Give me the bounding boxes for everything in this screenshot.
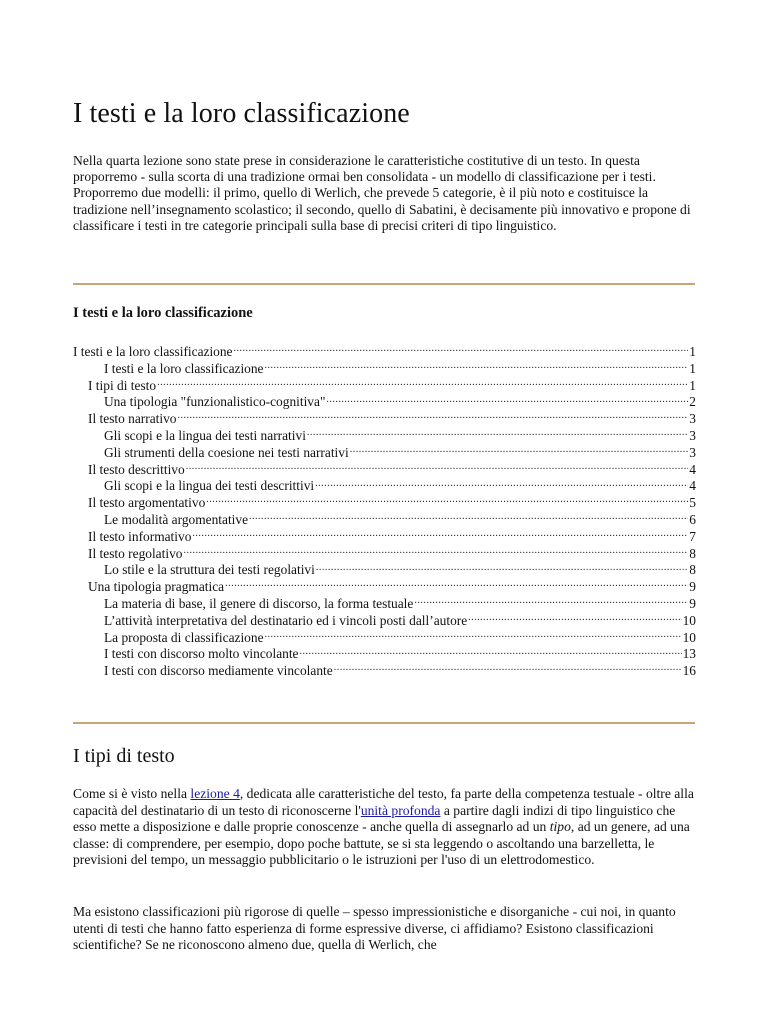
- toc-page-number: 3: [689, 427, 696, 443]
- toc-entry[interactable]: [73, 628, 696, 645]
- toc-dot-leader: [316, 560, 688, 574]
- body-paragraph: [73, 786, 696, 869]
- toc-page-number: 4: [689, 478, 696, 494]
- toc-dot-leader: [192, 527, 688, 541]
- toc-entry[interactable]: [73, 409, 696, 426]
- toc-entry-title: Gli scopi e la lingua dei testi narrativi: [104, 427, 306, 443]
- toc-heading: I testi e la loro classificazione: [73, 305, 253, 321]
- toc-dot-leader: [350, 443, 689, 457]
- paragraph-text: , ad un genere, ad una classe: di comprendere, per esempio, dopo poche battute, se si sta leggendo o ascoltando una barzelletta, le previsioni del tempo, un messaggio pubblicitario o le istruzioni per l'uso di un elettrodomestico.: [73, 819, 690, 868]
- toc-page-number: 1: [689, 377, 696, 393]
- toc-entry[interactable]: [73, 577, 696, 594]
- toc-page-number: 8: [689, 545, 696, 561]
- toc-entry[interactable]: [73, 392, 696, 409]
- toc-entry-title: Il testo narrativo: [88, 411, 177, 427]
- toc-entry-title: L’attività interpretativa del destinatario ed i vincoli posti dall’autore: [104, 612, 468, 628]
- body-paragraph: Ma esistono classificazioni più rigorose di quelle – spesso impressionistiche e disorganiche - cui noi, in quanto utenti di testi che hanno fatto esperienza di forme espressive diverse, ci affidiamo? Esistono classificazioni scientifiche? Se ne riconoscono almeno due, quella di Werlich, che: [73, 904, 676, 953]
- lezione-4-link[interactable]: lezione 4: [190, 786, 240, 801]
- toc-page-number: 1: [689, 360, 696, 376]
- toc-dot-leader: [307, 426, 688, 440]
- toc-dot-leader: [334, 661, 682, 675]
- toc-entry-title: I testi con discorso mediamente vincolante: [104, 663, 333, 679]
- section-divider: [73, 283, 695, 285]
- toc-page-number: 16: [682, 663, 696, 679]
- toc-entry[interactable]: [73, 493, 696, 510]
- toc-page-number: 1: [689, 344, 696, 359]
- toc-dot-leader: [249, 510, 688, 524]
- toc-dot-leader: [265, 628, 682, 642]
- toc-page-number: 8: [689, 562, 696, 578]
- intro-paragraph: Nella quarta lezione sono state prese in considerazione le caratteristiche costitutive di un testo. In questa proporremo - sulla scorta di una tradizione ormai ben consolidata - un modello di classificazione per i testi. Proporremo due modelli: il primo, quello di Werlich, che prevede 5 categorie, è il più noto e costituisce la tradizione nell’insegnamento scolastico; il secondo, quello di Sabatini, è decisamente più innovativo e propone di classificare i testi in tre categorie principali sulla base di precisi criteri di tipo linguistico.: [73, 153, 691, 233]
- toc-page-number: 13: [682, 646, 696, 662]
- toc-entry-title: La proposta di classificazione: [104, 629, 264, 645]
- toc-page-number: 7: [689, 528, 696, 544]
- toc-entry-title: Lo stile e la struttura dei testi regolativi: [104, 562, 315, 578]
- toc-dot-leader: [300, 644, 682, 658]
- toc-page-number: 4: [689, 461, 696, 477]
- paragraph-text: a partire dagli indizi di tipo linguistico che esso mette a disposizione e dalle proprie conoscenze - anche quella di assegnarlo ad un: [73, 802, 676, 835]
- toc-page-number: 5: [689, 495, 696, 511]
- toc-entry[interactable]: [73, 560, 696, 577]
- toc-entry[interactable]: [73, 460, 696, 477]
- toc-entry[interactable]: [73, 443, 696, 460]
- toc-dot-leader: [157, 376, 688, 390]
- toc-entry[interactable]: [73, 476, 696, 493]
- toc-dot-leader: [183, 544, 688, 558]
- toc-page-number: 3: [689, 444, 696, 460]
- toc-entry-title: Gli strumenti della coesione nei testi narrativi: [104, 444, 349, 460]
- unita-profonda-link[interactable]: unità profonda: [360, 802, 441, 818]
- toc-entry-title: Il testo argomentativo: [88, 495, 206, 511]
- toc-entry[interactable]: [73, 376, 696, 393]
- paragraph-text: Come si è visto nella: [73, 786, 191, 801]
- toc-entry[interactable]: [73, 544, 696, 561]
- toc-entry[interactable]: [73, 527, 696, 544]
- toc-dot-leader: [414, 594, 688, 608]
- toc-entry-title: I testi con discorso molto vincolante: [104, 646, 299, 662]
- document-title: I testi e la loro classificazione: [73, 98, 410, 129]
- paragraph-text: , dedicata alle caratteristiche del testo, fa parte della competenza testuale - oltre alla capacità del destinatario di un testo di riconoscerne l': [73, 786, 694, 818]
- toc-page-number: 3: [689, 411, 696, 427]
- toc-entry-title: Il testo regolativo: [88, 545, 183, 561]
- toc-dot-leader: [186, 460, 689, 474]
- toc-entry-title: Il testo descrittivo: [88, 461, 185, 477]
- toc-dot-leader: [468, 611, 681, 625]
- toc-entry[interactable]: [73, 644, 696, 661]
- toc-page-number: 6: [689, 511, 696, 527]
- toc-dot-leader: [206, 493, 688, 507]
- toc-entry-title: I testi e la loro classificazione: [104, 360, 264, 376]
- toc-dot-leader: [315, 476, 688, 490]
- toc-entry-title: La materia di base, il genere di discorso, la forma testuale: [104, 595, 414, 611]
- toc-entry-title: I tipi di testo: [88, 377, 157, 393]
- toc-entry-title: Gli scopi e la lingua dei testi descrittivi: [104, 478, 315, 494]
- toc-entry-title: Le modalità argomentative: [104, 511, 249, 527]
- section-divider: [73, 722, 695, 724]
- toc-page-number: 9: [689, 595, 696, 611]
- toc-entry[interactable]: [73, 510, 696, 527]
- emphasis-text: tipo: [549, 819, 571, 835]
- toc-dot-leader: [265, 359, 689, 373]
- toc-page-number: 2: [689, 394, 696, 410]
- toc-page-number: 10: [682, 612, 696, 628]
- toc-entry[interactable]: [73, 426, 696, 443]
- toc-page-number: 10: [682, 629, 696, 645]
- toc-entry[interactable]: [73, 359, 696, 376]
- section-title: I tipi di testo: [73, 745, 175, 767]
- toc-entry[interactable]: [73, 594, 696, 611]
- toc-dot-leader: [225, 577, 688, 591]
- toc-dot-leader: [326, 392, 688, 406]
- toc-entry[interactable]: [73, 611, 696, 628]
- toc-page-number: 9: [689, 579, 696, 595]
- toc-entry[interactable]: [73, 342, 696, 359]
- toc-entry-title: I testi e la loro classificazione: [73, 344, 233, 359]
- table-of-contents: [73, 342, 696, 678]
- toc-dot-leader: [178, 409, 689, 423]
- toc-dot-leader: [234, 342, 689, 356]
- toc-entry-title: Una tipologia pragmatica: [88, 579, 225, 595]
- toc-entry[interactable]: [73, 661, 696, 678]
- toc-entry-title: Il testo informativo: [88, 528, 192, 544]
- toc-entry-title: Una tipologia "funzionalistico-cognitiva": [104, 394, 326, 410]
